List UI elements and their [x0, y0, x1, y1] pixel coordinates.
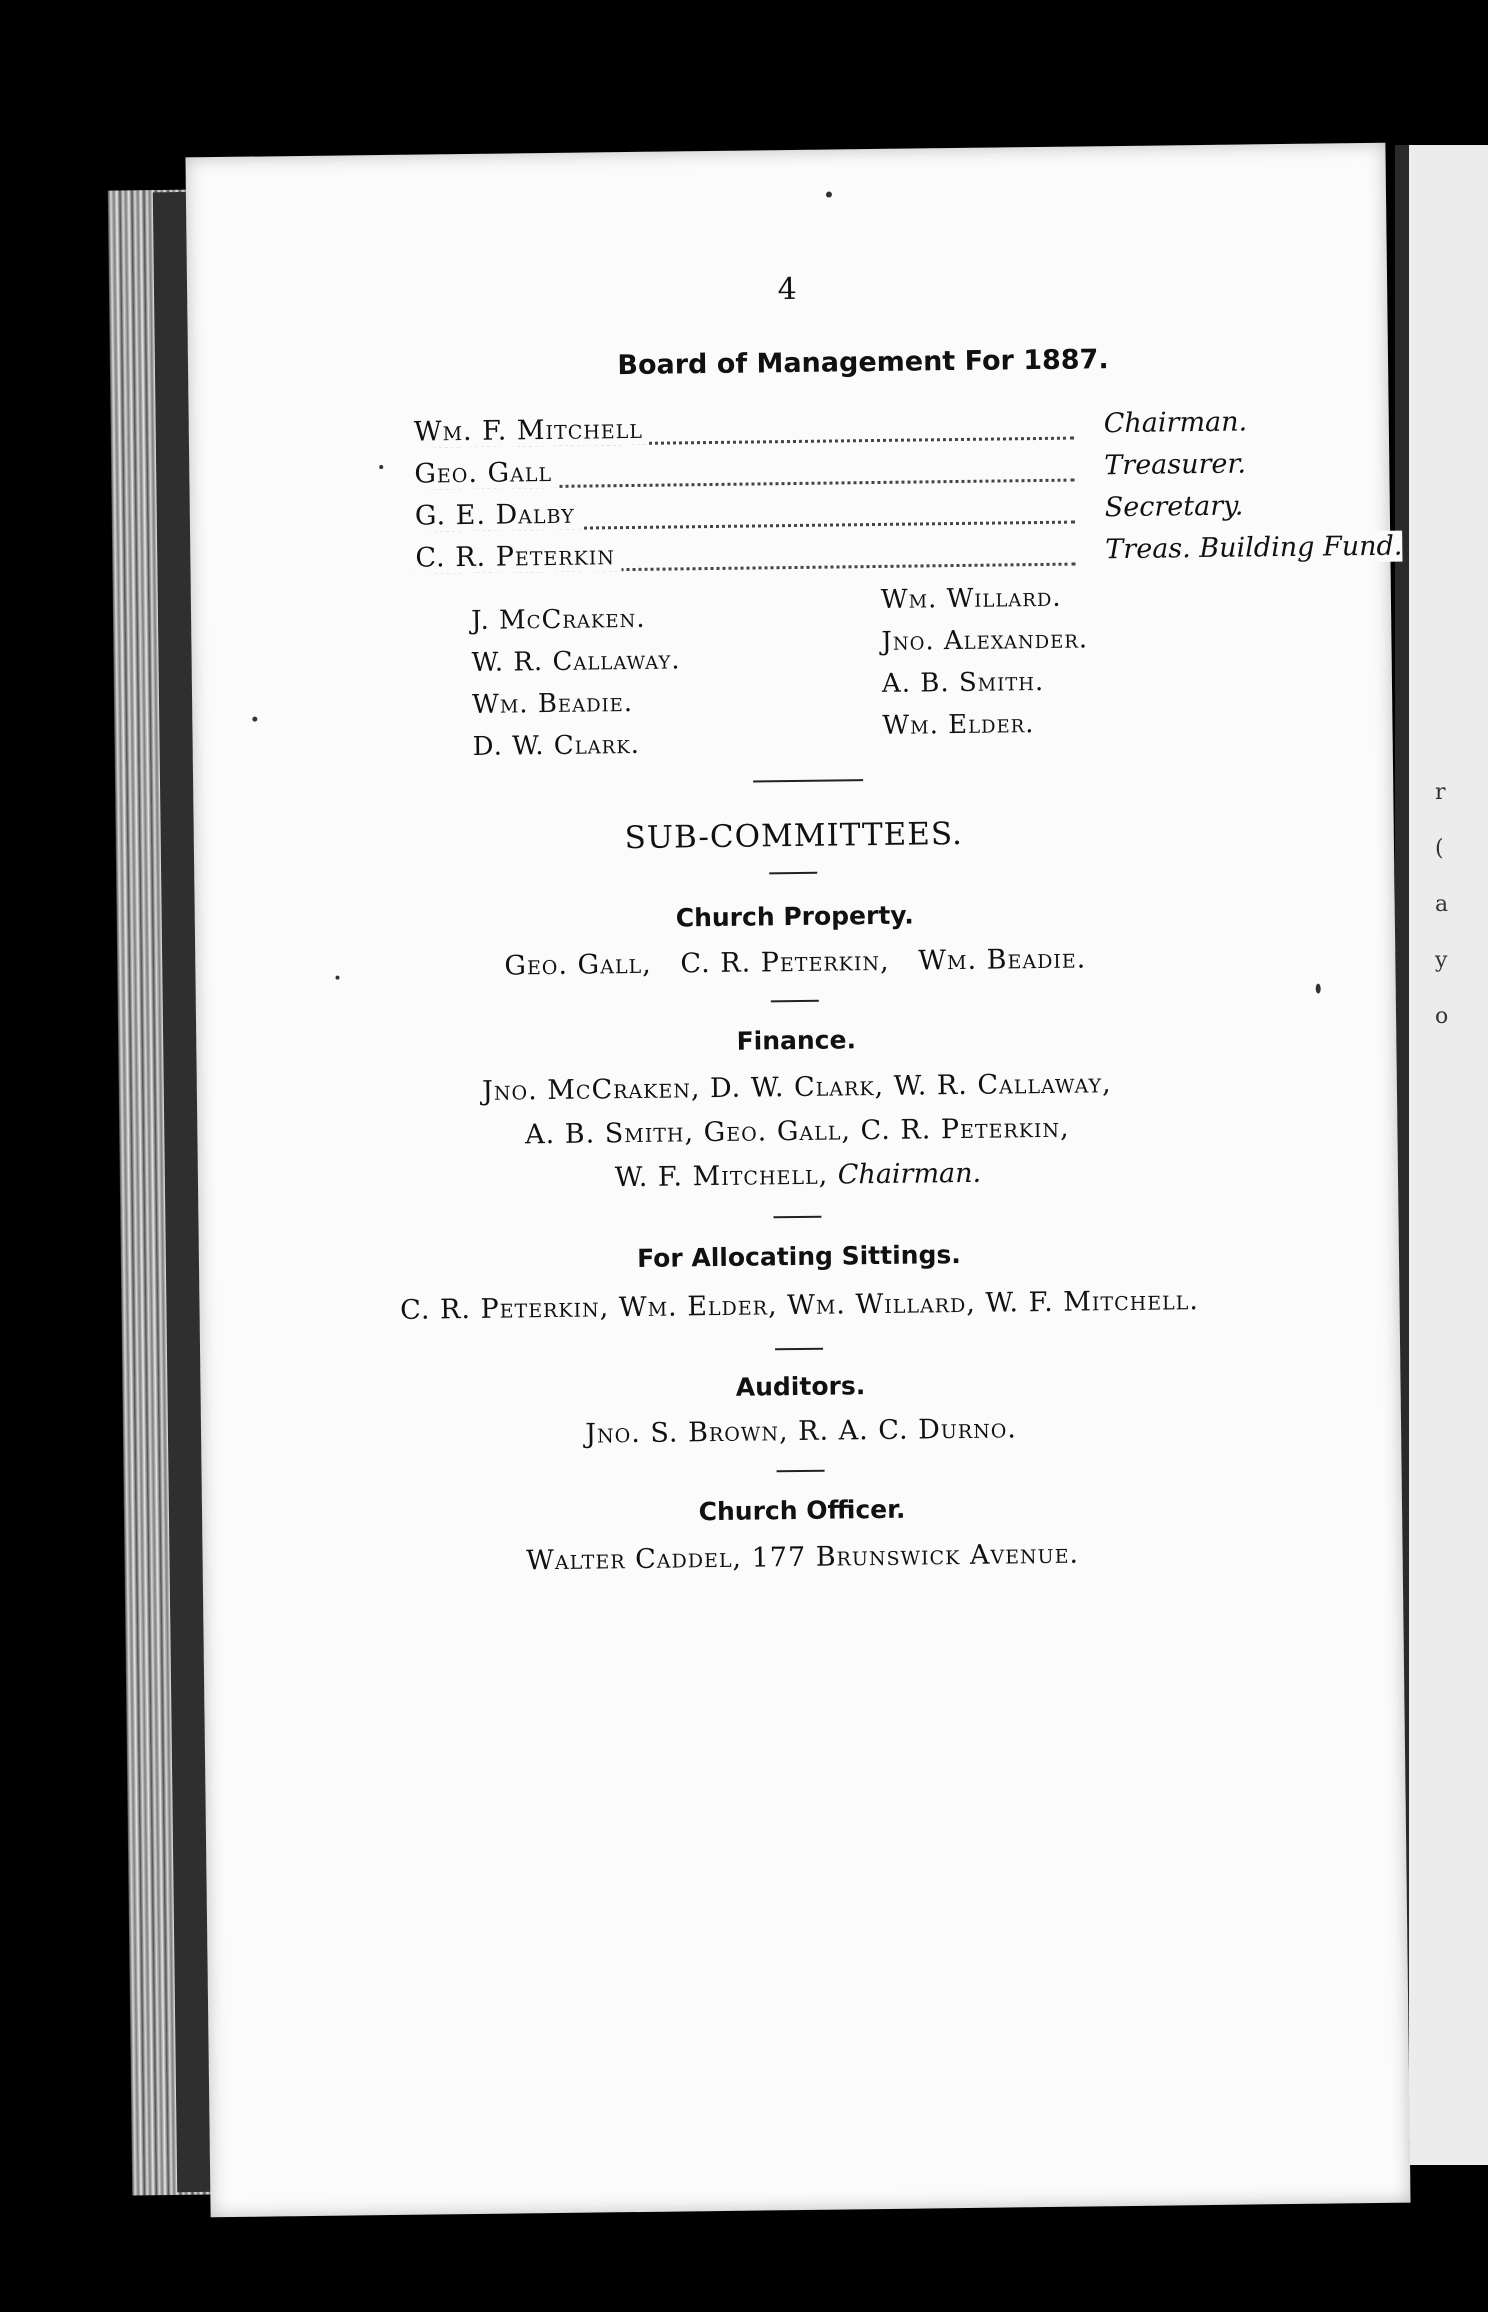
church-property-members: Geo. Gall, C. R. Peterkin, Wm. Beadie.	[504, 943, 1087, 982]
board-heading: Board of Management For 1887.	[617, 344, 1109, 382]
officer-name: G. E. Dalby	[415, 499, 581, 532]
scan-speck	[335, 976, 339, 980]
allocating-sittings-members: C. R. Peterkin, Wm. Elder, Wm. Willard, W. F. Mitchell.	[399, 1285, 1200, 1326]
board-member: W. R. Callaway.	[471, 645, 681, 678]
board-member: J. McCraken.	[470, 603, 646, 636]
auditors-title: Auditors.	[735, 1371, 866, 1402]
scan-speck	[1316, 984, 1321, 994]
board-member: Wm. Beadie.	[471, 687, 634, 720]
board-member: D. W. Clark.	[472, 729, 641, 762]
church-officer-name: Walter Caddel, 177 Brunswick Avenue.	[525, 1538, 1080, 1577]
church-officer-title: Church Officer.	[698, 1494, 906, 1527]
right-page-fragment: (	[1435, 836, 1444, 861]
allocating-sittings-title: For Allocating Sittings.	[636, 1240, 961, 1273]
subcommittees-heading: SUB-COMMITTEES.	[624, 815, 964, 857]
officer-title: Chairman.	[1103, 406, 1248, 440]
right-page-fragment: a	[1435, 892, 1449, 917]
officer-title: Treas. Building Fund.	[1105, 530, 1403, 566]
right-page-text-fragments	[1435, 765, 1448, 1045]
officer-title: Secretary.	[1104, 490, 1244, 524]
section-divider	[771, 1000, 819, 1003]
church-property-title: Church Property.	[675, 900, 914, 933]
section-divider	[775, 1348, 823, 1351]
section-divider	[773, 1216, 821, 1219]
section-divider	[777, 1470, 825, 1473]
right-page-fragment: r	[1435, 780, 1446, 805]
finance-members-line: A. B. Smith, Geo. Gall, C. R. Peterkin,	[524, 1112, 1070, 1151]
page-number: 4	[777, 271, 797, 308]
officer-name: C. R. Peterkin	[415, 540, 621, 574]
board-member: Wm. Willard.	[880, 582, 1062, 615]
finance-members-line	[198, 1153, 1398, 1199]
scan-speck	[252, 717, 257, 722]
scan-speck	[826, 192, 832, 198]
auditors-members: Jno. S. Brown, R. A. C. Durno.	[585, 1413, 1018, 1450]
finance-chairman-role: Chairman.	[837, 1157, 982, 1191]
right-page-fragment: y	[1435, 948, 1448, 973]
section-divider	[769, 872, 817, 875]
officer-name: Geo. Gall	[414, 457, 558, 490]
officer-title: Treasurer.	[1104, 448, 1247, 482]
finance-chairman-name: W. F. Mitchell,	[614, 1159, 838, 1194]
section-divider	[753, 779, 863, 782]
right-page-fragment: o	[1435, 1004, 1449, 1029]
document-page	[185, 143, 1410, 2218]
board-member: A. B. Smith.	[881, 666, 1045, 699]
board-member: Wm. Elder.	[882, 709, 1035, 741]
scan-speck	[379, 465, 383, 469]
finance-members-line: Jno. McCraken, D. W. Clark, W. R. Callaway,	[481, 1068, 1112, 1107]
finance-title: Finance.	[736, 1025, 857, 1056]
adjacent-right-page	[1395, 145, 1488, 2165]
officer-name: Wm. F. Mitchell	[414, 414, 649, 448]
board-member: Jno. Alexander.	[881, 624, 1089, 657]
